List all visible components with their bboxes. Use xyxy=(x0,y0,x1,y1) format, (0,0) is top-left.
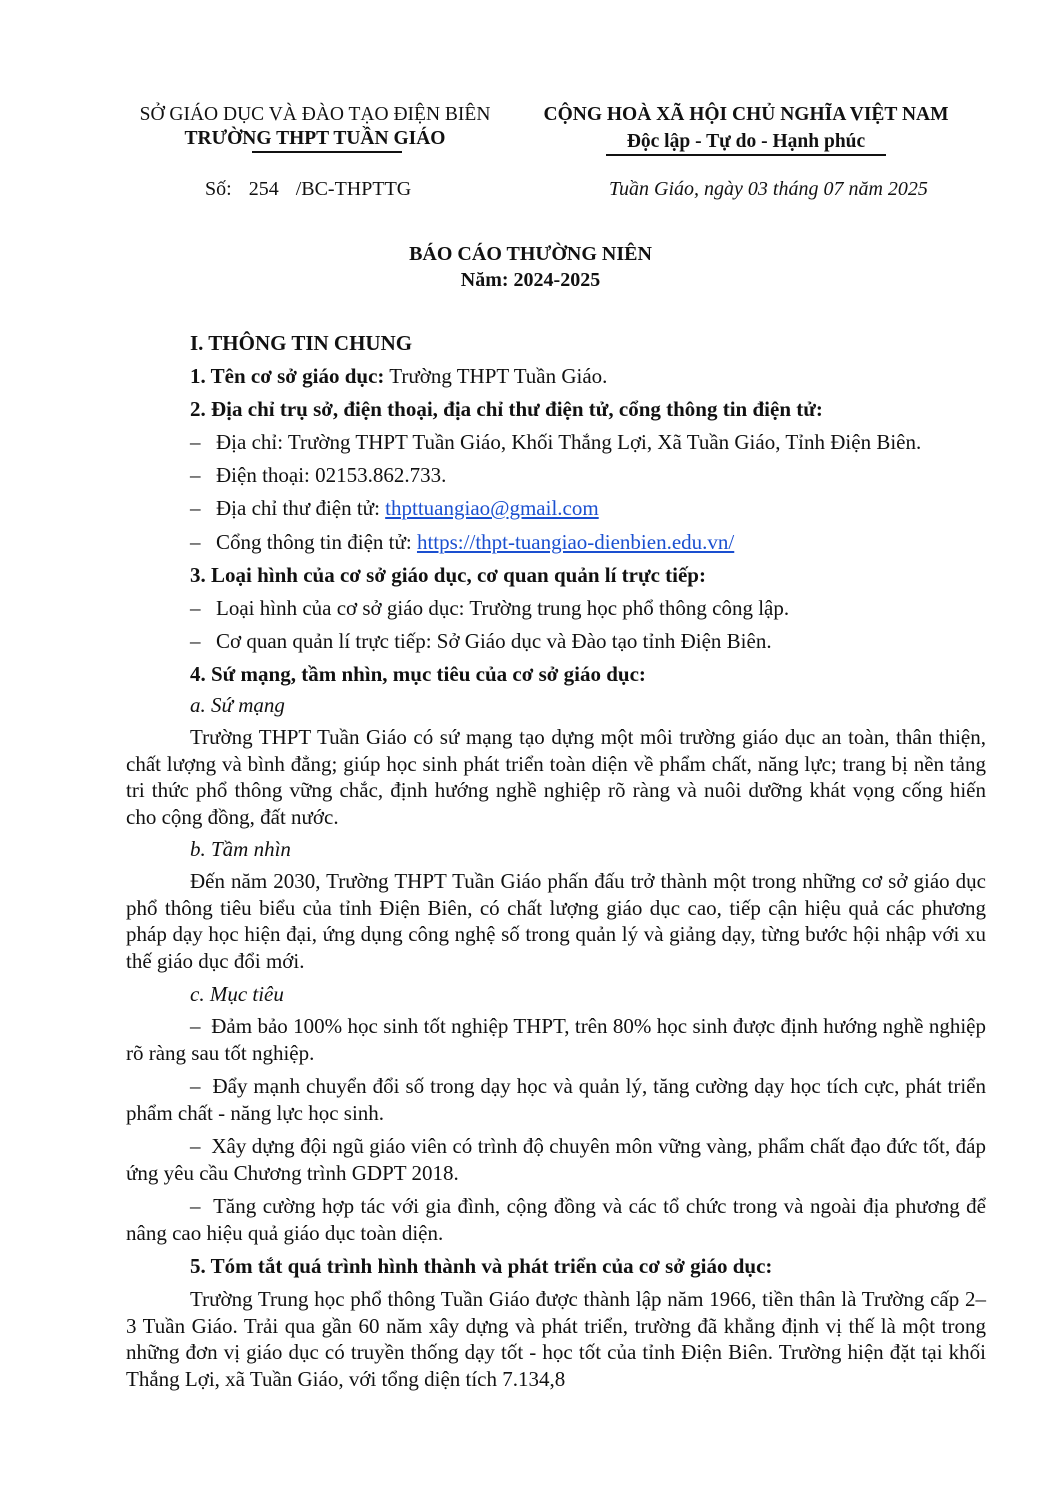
bullet: – xyxy=(190,530,201,554)
type-text: Loại hình của cơ sở giáo dục: Trường trung học phổ thông công lập. xyxy=(216,596,790,620)
goal-text: Tăng cường hợp tác với gia đình, cộng đồng và các tổ chức trong và ngoài địa phương để nâng cao hiệu quả giáo dục toàn diện. xyxy=(126,1194,987,1245)
national-motto: Độc lập - Tự do - Hạnh phúc xyxy=(626,131,866,152)
school-name: TRƯỜNG THPT TUẦN GIÁO xyxy=(184,128,446,149)
item-3-heading: 3. Loại hình của cơ sở giáo dục, cơ quan quản lí trực tiếp: xyxy=(190,563,706,587)
mission-paragraph: Trường THPT Tuần Giáo có sứ mạng tạo dựng một môi trường giáo dục an toàn, thân thiện, chất lượng và bình đẳng; giúp học sinh phát triển toàn diện về phẩm chất, năng lực; trang bị nền tảng tri thức phổ thông vững chắc, định hướng nghề nghiệp rõ ràng và nuôi dưỡng khát vọng cống hiến cho cộng đồng, đất nước. xyxy=(126,725,986,829)
date-line: Tuần Giáo, ngày 03 tháng 07 năm 2025 xyxy=(609,178,928,200)
bullet: – xyxy=(190,1074,201,1098)
phone-line xyxy=(190,462,446,489)
phone-text: Điện thoại: 02153.862.733. xyxy=(216,463,447,487)
goal-item xyxy=(126,1133,986,1186)
item-5-heading: 5. Tóm tắt quá trình hình thành và phát triển của cơ sở giáo dục: xyxy=(190,1254,773,1278)
item-1-label: 1. Tên cơ sở giáo dục: xyxy=(190,364,385,388)
mission-label: a. Sứ mạng xyxy=(190,693,285,717)
address-line xyxy=(190,429,921,456)
item-1-value: Trường THPT Tuần Giáo. xyxy=(384,364,608,388)
type-line xyxy=(190,595,789,622)
section-heading: I. THÔNG TIN CHUNG xyxy=(190,331,413,355)
goal-text: Xây dựng đội ngũ giáo viên có trình độ chuyên môn vững vàng, phẩm chất đạo đức tốt, đáp ứng yêu cầu Chương trình GDPT 2018. xyxy=(126,1134,986,1185)
doc-code: /BC-THPTTG xyxy=(295,178,412,200)
bullet: – xyxy=(190,1134,201,1158)
vision-paragraph: Đến năm 2030, Trường THPT Tuần Giáo phấn đấu trở thành một trong những cơ sở giáo dục phổ thông tiêu biểu của tỉnh Điện Biên, có chất lượng giáo dục cao, tiếp cận hiệu quả các phương pháp dạy học hiện đại, ứng dụng công nghệ số trong quản lý và giảng dạy, từng bước hội nhập với xu thế giáo dục đổi mới. xyxy=(126,869,986,973)
email-link[interactable]: thpttuangiao@gmail.com xyxy=(385,496,599,520)
doc-number-label: Số: xyxy=(205,178,232,200)
department-name: SỞ GIÁO DỤC VÀ ĐÀO TẠO ĐIỆN BIÊN xyxy=(139,104,491,125)
authority-line xyxy=(190,628,772,655)
report-year: Năm: 2024-2025 xyxy=(460,269,601,291)
bullet: – xyxy=(190,1194,201,1218)
goals-label: c. Mục tiêu xyxy=(190,982,284,1006)
goal-item xyxy=(126,1193,986,1246)
item-2-heading: 2. Địa chỉ trụ sở, điện thoại, địa chỉ thư điện tử, cổng thông tin điện tử: xyxy=(190,397,823,421)
motto-underline xyxy=(606,154,886,156)
bullet: – xyxy=(190,430,201,454)
document-number xyxy=(205,176,411,202)
goal-item xyxy=(126,1013,986,1066)
vision-label: b. Tầm nhìn xyxy=(190,837,291,861)
goal-item xyxy=(126,1073,986,1126)
bullet: – xyxy=(190,629,201,653)
country-name: CỘNG HOÀ XÃ HỘI CHỦ NGHĨA VIỆT NAM xyxy=(543,104,949,125)
goal-text: Đảm bảo 100% học sinh tốt nghiệp THPT, trên 80% học sinh được định hướng nghề nghiệp rõ ràng sau tốt nghiệp. xyxy=(126,1014,986,1065)
address-text: Địa chỉ: Trường THPT Tuần Giáo, Khối Thắng Lợi, Xã Tuần Giáo, Tỉnh Điện Biên. xyxy=(216,430,922,454)
bullet: – xyxy=(190,463,201,487)
portal-label: Cổng thông tin điện tử: xyxy=(216,530,417,554)
email-line xyxy=(190,495,599,522)
doc-number-value: 254 xyxy=(248,178,279,200)
email-label: Địa chỉ thư điện tử: xyxy=(216,496,386,520)
portal-line xyxy=(190,529,734,556)
portal-link[interactable]: https://thpt-tuangiao-dienbien.edu.vn/ xyxy=(416,530,735,554)
bullet: – xyxy=(190,596,201,620)
bullet: – xyxy=(190,1014,201,1038)
item-1 xyxy=(190,363,607,390)
authority-text: Cơ quan quản lí trực tiếp: Sở Giáo dục và Đào tạo tỉnh Điện Biên. xyxy=(216,629,772,653)
bullet: – xyxy=(190,496,201,520)
history-paragraph: Trường Trung học phổ thông Tuần Giáo được thành lập năm 1966, tiền thân là Trường cấp 2–3 Tuần Giáo. Trải qua gần 60 năm xây dựng và phát triển, trường đã khẳng định vị thế là một trong những đơn vị giáo dục có truyền thống dạy tốt - học tốt của tỉnh Điện Biên. Trường hiện đặt tại khối Thắng Lợi, xã Tuần Giáo, với tổng diện tích 7.134,8 xyxy=(126,1287,986,1391)
item-4-heading: 4. Sứ mạng, tầm nhìn, mục tiêu của cơ sở giáo dục: xyxy=(190,662,646,686)
report-title: BÁO CÁO THƯỜNG NIÊN xyxy=(409,243,652,265)
goal-text: Đẩy mạnh chuyển đổi số trong dạy học và quản lý, tăng cường dạy học tích cực, phát triển phẩm chất - năng lực học sinh. xyxy=(126,1074,986,1125)
school-underline xyxy=(252,151,402,153)
